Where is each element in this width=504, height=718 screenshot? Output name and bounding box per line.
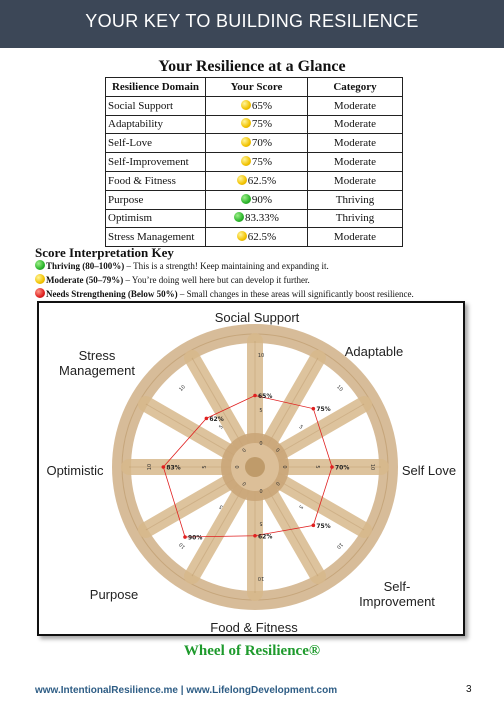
footer-links[interactable]: www.IntentionalResilience.me | www.LifelongDevelopment.com [35,685,338,696]
row-score-value: 62.5% [247,174,277,187]
key-item [35,260,329,271]
row-score [206,115,308,134]
green-circle-icon [234,212,244,222]
row-category: Moderate [308,134,403,153]
key-item-text: – Small changes in these areas will significantly boost resilience. [177,289,414,299]
yellow-circle-icon [241,100,251,110]
axis-tick-label: 0 [259,441,263,447]
axis-tick-label: 5 [297,503,304,510]
label-social-support: Social Support [214,310,300,325]
score-point-label: 75% [316,406,331,414]
row-category: Moderate [308,171,403,190]
axis-tick-label: 10 [257,575,265,581]
column-header-score: Your Score [206,78,308,97]
axis-tick-label: 5 [314,465,320,469]
score-point [205,417,209,421]
key-item [35,288,414,299]
score-point [253,534,257,538]
score-point [162,465,166,469]
score-point [253,394,257,398]
axis-tick-label: 5 [218,503,225,510]
key-item-label: Moderate (50–79%) [46,275,124,285]
axis-tick-label: 5 [297,424,304,431]
row-domain: Adaptability [106,115,206,134]
row-category: Moderate [308,96,403,115]
axis-tick-label: 0 [241,447,248,454]
row-category: Moderate [308,228,403,247]
row-domain: Food & Fitness [106,171,206,190]
row-category: Moderate [308,115,403,134]
label-optimistic: Optimistic [46,463,104,478]
row-category: Thriving [308,190,403,209]
label-food-fitness: Food & Fitness [210,620,298,635]
axis-tick-label: 10 [369,463,375,471]
label-self-love: Self Love [401,463,457,478]
yellow-circle-icon [241,137,251,147]
table-title: Your Resilience at a Glance [158,58,346,75]
page-header [0,0,504,48]
wheel-hub-center [245,457,265,477]
row-score [206,209,308,228]
axis-tick-label: 10 [178,541,187,550]
axis-tick-label: 10 [147,463,153,471]
row-score [206,228,308,247]
axis-tick-label: 5 [259,520,263,526]
key-item [35,274,310,285]
score-point [330,465,334,469]
axis-tick-label: 0 [259,487,263,493]
row-score-value: 70% [251,137,273,150]
row-score-value: 62.5% [247,231,277,244]
yellow-circle-icon [241,156,251,166]
row-domain: Self-Improvement [106,153,206,172]
axis-tick-label: 0 [281,465,287,469]
axis-tick-label: 0 [274,447,281,454]
score-point-label: 75% [316,522,331,530]
wheel-caption: Wheel of Resilience® [183,643,321,659]
key-item-label: Thriving (80–100%) [46,261,125,271]
label-adaptable: Adaptable [344,344,404,359]
row-domain: Social Support [106,96,206,115]
key-item-text: – This is a strength! Keep maintaining and expanding it. [124,261,329,271]
score-point [183,535,187,539]
key-item-label: Needs Strengthening (Below 50%) [46,289,178,299]
row-score-value: 75% [251,118,273,131]
score-point-label: 90% [187,534,203,542]
page-number: 3 [466,684,472,695]
row-domain: Stress Management [106,228,206,247]
green-circle-icon [35,260,45,270]
axis-tick-label: 5 [259,408,263,414]
table-header-row [106,78,403,97]
row-score [206,171,308,190]
row-category: Thriving [308,209,403,228]
label-purpose: Purpose [89,587,139,602]
key-title: Score Interpretation Key [35,245,174,260]
table-row [106,228,403,247]
row-domain: Purpose [106,190,206,209]
table-row [106,209,403,228]
row-score-value: 83.33% [245,212,279,225]
row-score [206,153,308,172]
resilience-table [105,77,403,247]
key-item-text: – You’re doing well here but can develop it further. [123,275,310,285]
axis-tick-label: 0 [235,465,241,469]
page-header-title: YOUR KEY TO BUILDING RESILIENCE [85,11,419,31]
row-score [206,190,308,209]
yellow-circle-icon [237,175,247,185]
row-domain: Self-Love [106,134,206,153]
axis-tick-label: 10 [257,353,265,359]
score-point-label: 62% [209,415,224,423]
row-score-value: 75% [251,156,273,169]
wooden-wheel-illustration [112,324,398,610]
table-row [106,190,403,209]
table-row [106,171,403,190]
row-domain: Optimism [106,209,206,228]
axis-tick-label: 10 [335,541,344,550]
score-point-label: 65% [258,393,273,400]
table-row [106,96,403,115]
label-stress-management: Stress Management [59,348,135,378]
row-score [206,96,308,115]
axis-tick-label: 5 [202,465,208,469]
yellow-circle-icon [241,118,251,128]
score-point [312,524,316,528]
red-circle-icon [35,288,45,298]
score-point-label: 62% [258,533,273,541]
axis-tick-label: 0 [274,480,281,487]
axis-tick-label: 0 [241,480,248,487]
green-circle-icon [241,194,251,204]
column-header-category: Category [308,78,403,97]
row-score [206,134,308,153]
yellow-circle-icon [35,274,45,284]
label-self-improvement: Self- Improvement [359,579,435,609]
table-row [106,134,403,153]
row-category: Moderate [308,153,403,172]
yellow-circle-icon [237,231,247,241]
score-point [312,407,316,411]
column-header-domain: Resilience Domain [106,78,206,97]
row-score-value: 90% [251,193,273,206]
wheel-panel [37,301,465,636]
score-point-label: 70% [335,464,350,472]
axis-tick-label: 5 [218,424,225,431]
table-row [106,115,403,134]
row-score-value: 65% [251,99,273,112]
table-row [106,153,403,172]
axis-tick-label: 10 [178,384,187,393]
score-point-label: 83% [166,464,181,472]
axis-tick-label: 10 [335,384,344,393]
